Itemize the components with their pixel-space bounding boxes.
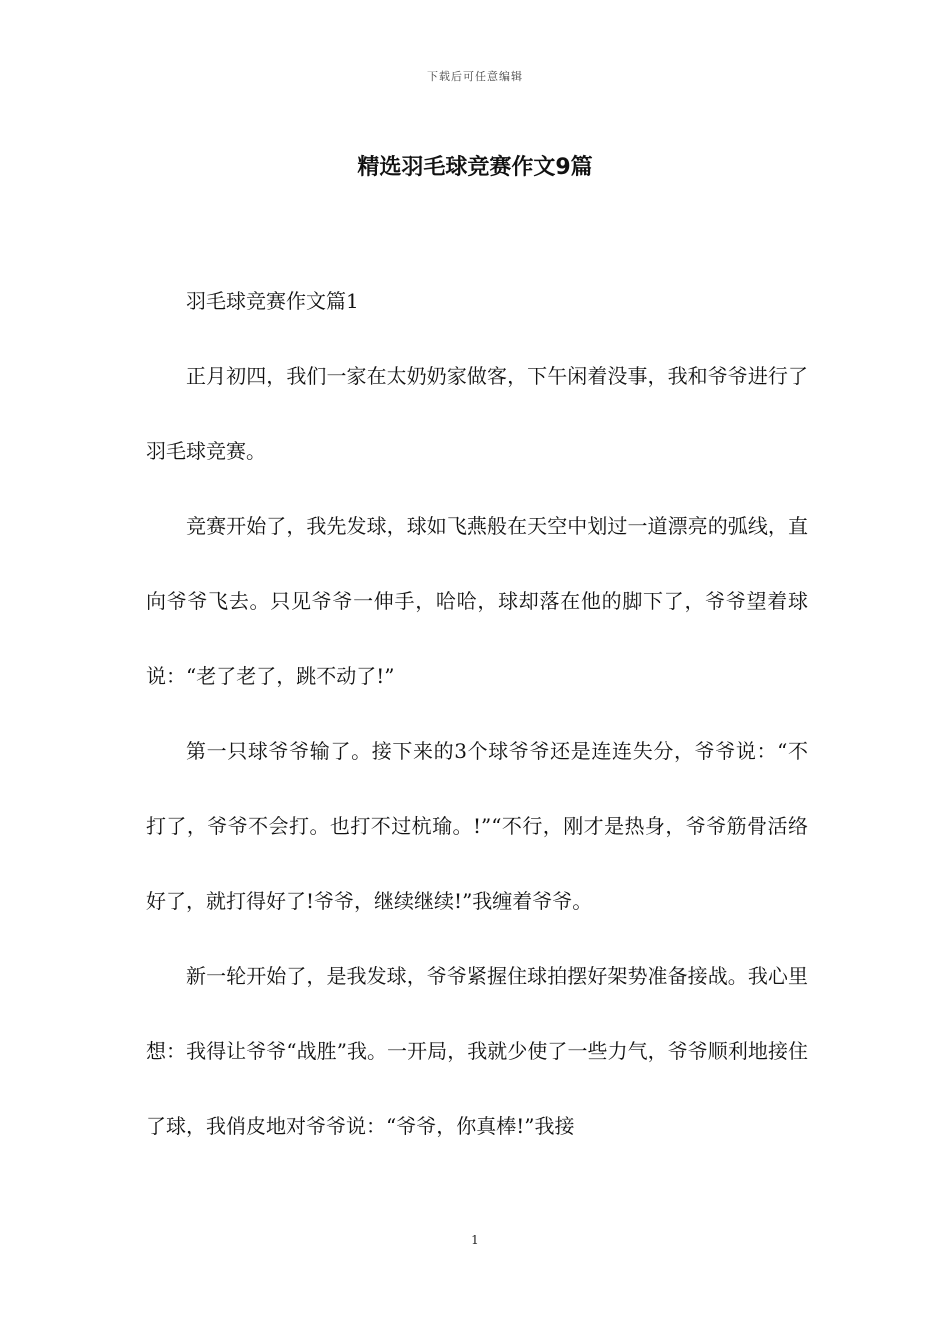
document-body bbox=[146, 264, 808, 1164]
paragraph-4: 新一轮开始了，是我发球，爷爷紧握住球拍摆好架势准备接战。我心里想：我得让爷爷“战胜”我。一开局，我就少使了一些力气，爷爷顺利地接住了球，我俏皮地对爷爷说：“爷爷，你真棒!”我接 bbox=[146, 964, 808, 1138]
document-title: 精选羽毛球竞赛作文9篇 bbox=[357, 155, 593, 180]
paragraph-2: 竞赛开始了，我先发球，球如飞燕般在天空中划过一道漂亮的弧线，直向爷爷飞去。只见爷爷一伸手，哈哈，球却落在他的脚下了，爷爷望着球说：“老了老了，跳不动了!” bbox=[146, 514, 808, 688]
header-note: 下载后可任意编辑 bbox=[427, 70, 523, 83]
paragraph-3: 第一只球爷爷输了。接下来的3个球爷爷还是连连失分，爷爷说：“不打了，爷爷不会打。也打不过杭瑜。!”“不行，刚才是热身，爷爷筋骨活络好了，就打得好了!爷爷，继续继续!”我缠着爷爷。 bbox=[146, 739, 808, 913]
section-heading: 羽毛球竞赛作文篇1 bbox=[186, 289, 359, 313]
page-number: 1 bbox=[471, 1233, 479, 1247]
paragraph-1: 正月初四，我们一家在太奶奶家做客，下午闲着没事，我和爷爷进行了羽毛球竞赛。 bbox=[146, 364, 808, 463]
